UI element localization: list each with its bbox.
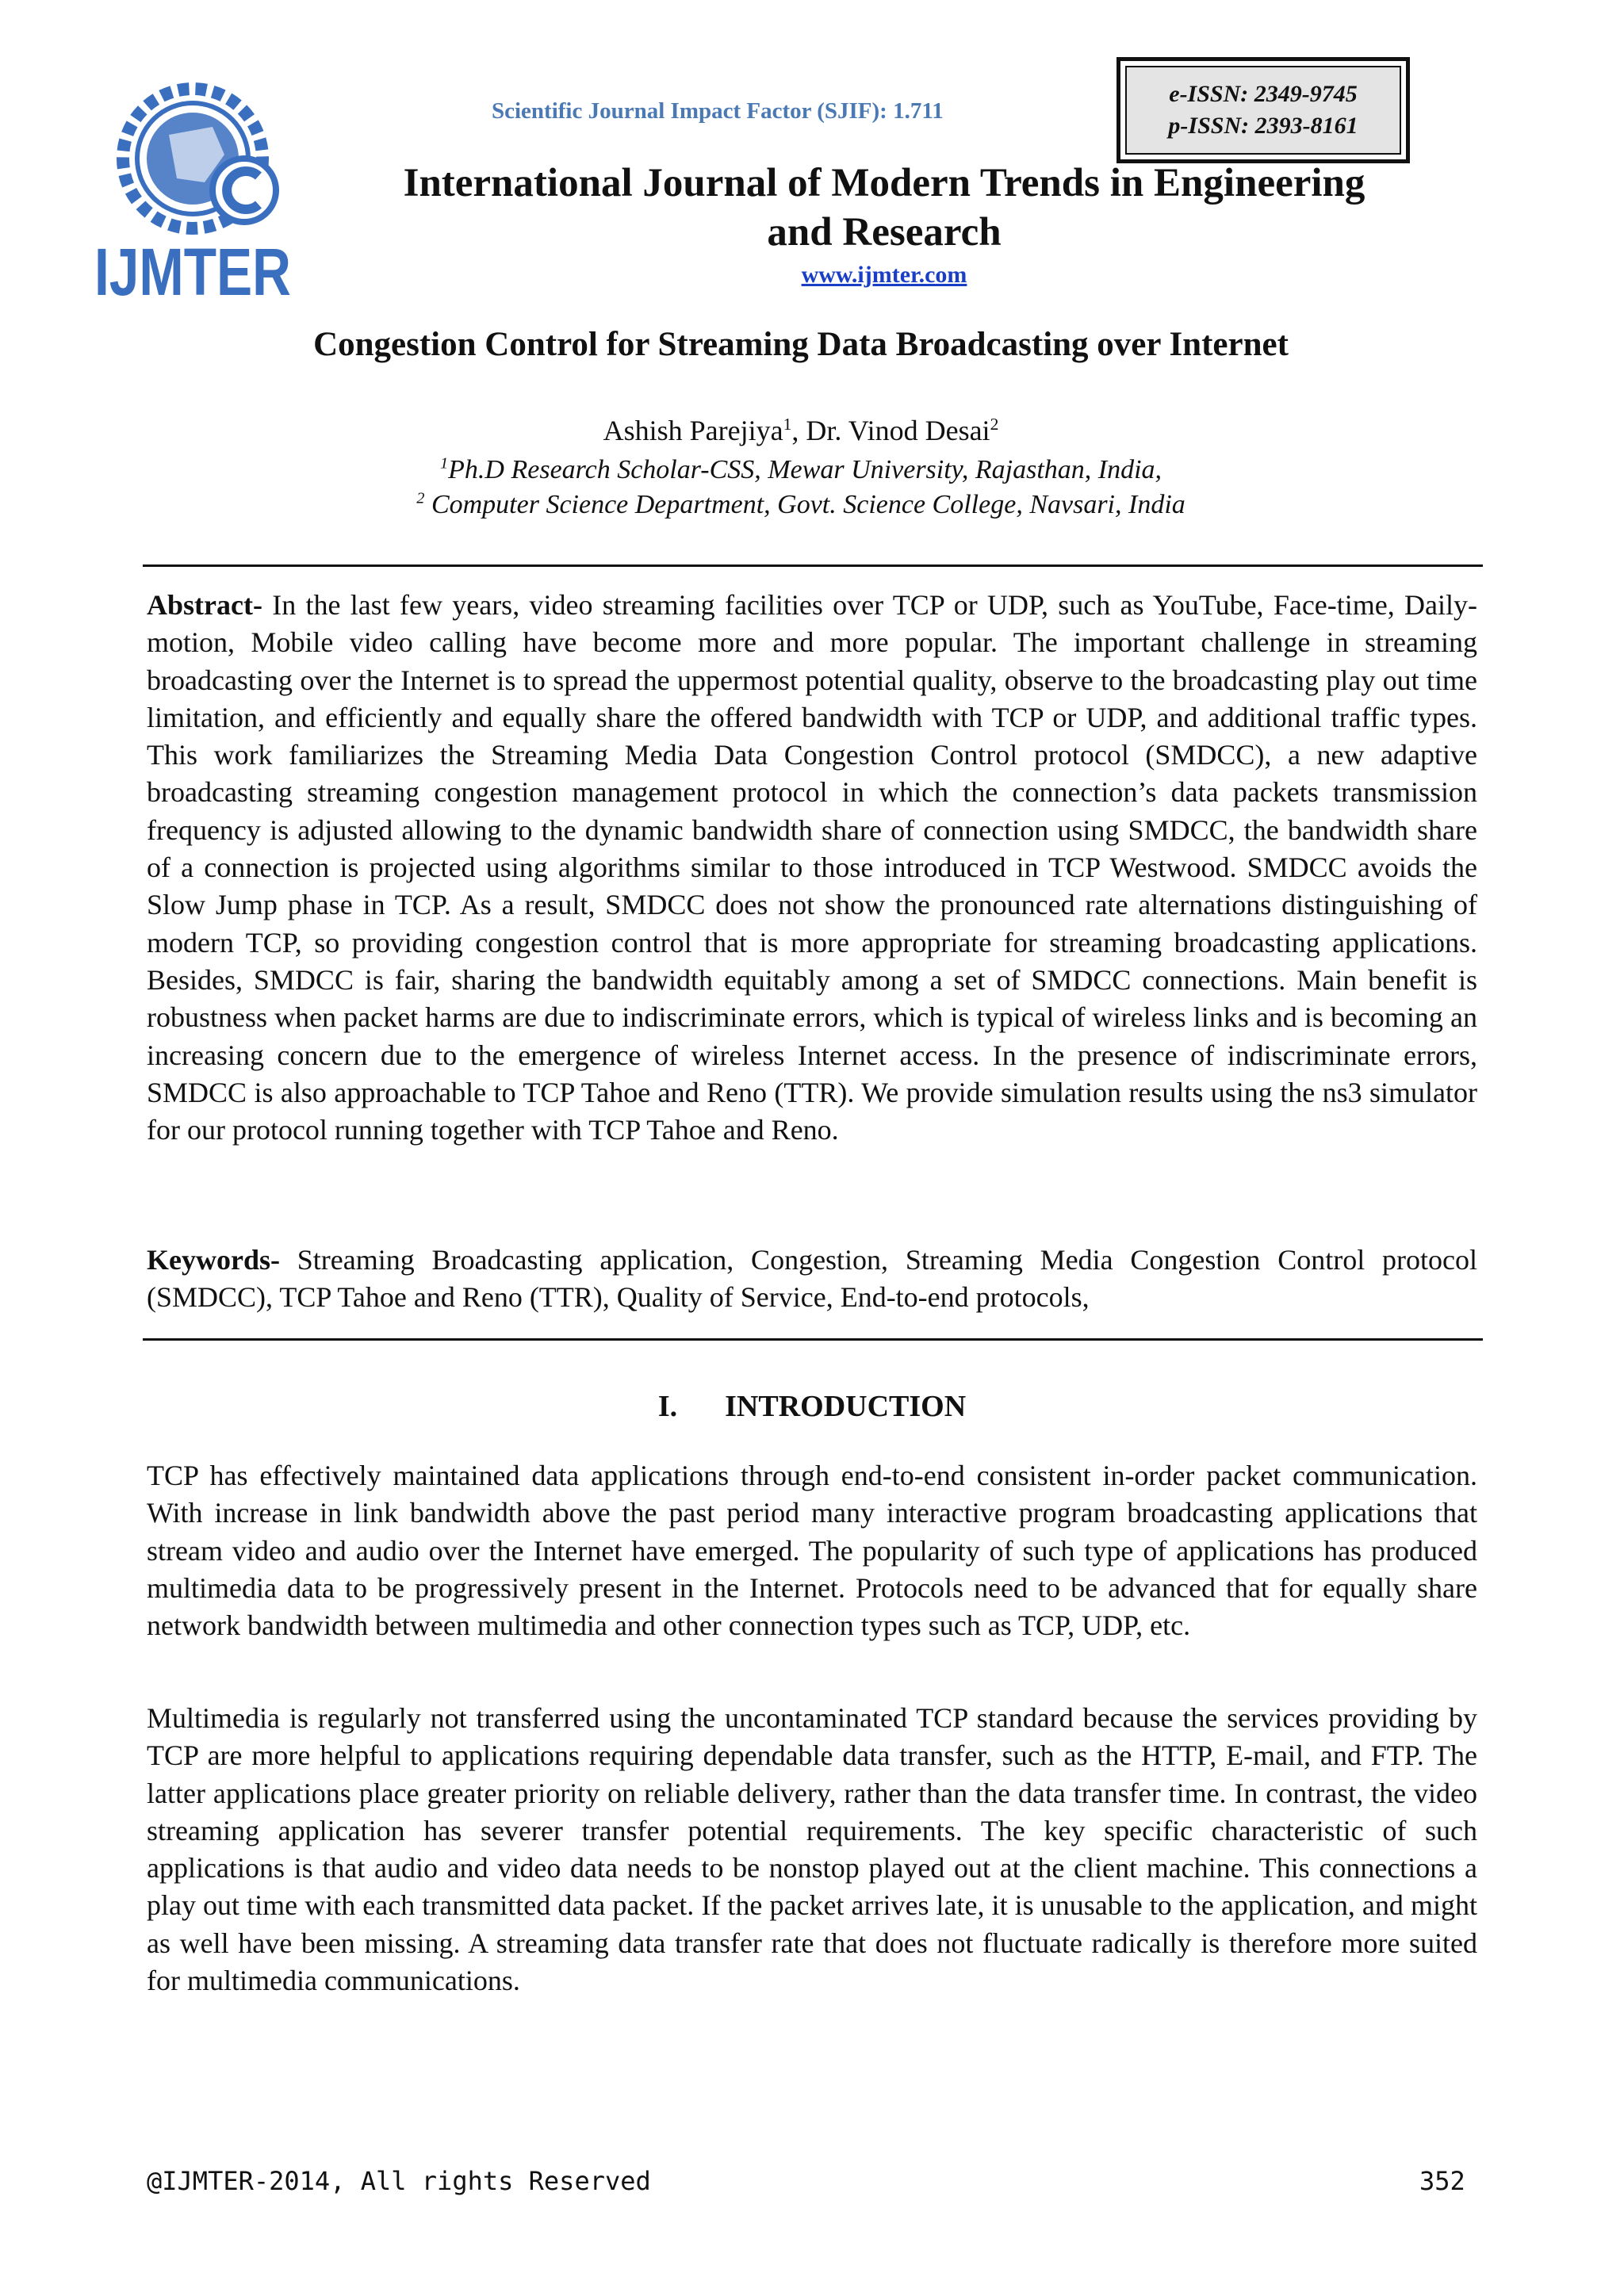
abstract-label: Abstract-: [147, 589, 262, 621]
author-separator: ,: [791, 415, 806, 446]
affiliation-1-text: Ph.D Research Scholar-CSS, Mewar University, Rajasthan, India,: [448, 455, 1162, 484]
authors: [111, 414, 1491, 447]
keywords-text: Streaming Broadcasting application, Congestion, Streaming Media Congestion Control protocol (SMDCC), TCP Tahoe and Reno (TTR), Quality of Service, End-to-end protocols,: [147, 1244, 1477, 1314]
affiliation-2-text: Computer Science Department, Govt. Science College, Navsari, India: [424, 490, 1185, 519]
eissn: e-ISSN: 2349-9745: [1169, 81, 1358, 107]
impact-factor: Scientific Journal Impact Factor (SJIF): 1.711: [492, 98, 944, 124]
paper-title: Congestion Control for Streaming Data Broadcasting over Internet: [313, 326, 1289, 363]
keywords: [147, 1242, 1477, 1317]
journal-logo: [94, 79, 300, 309]
affiliation-2-sup: 2: [416, 489, 425, 507]
journal-name-line2: and Research: [767, 210, 1002, 254]
affiliation-2: [111, 490, 1491, 520]
author-2: Dr. Vinod Desai: [806, 415, 990, 446]
keywords-label: Keywords-: [147, 1244, 280, 1276]
journal-name-line1: International Journal of Modern Trends in Engineering: [403, 161, 1365, 205]
section-title: INTRODUCTION: [725, 1390, 967, 1423]
divider-bottom: [143, 1338, 1483, 1341]
author-2-sup: 2: [990, 415, 999, 434]
section-heading: [147, 1389, 1477, 1424]
pissn: p-ISSN: 2393-8161: [1168, 113, 1358, 139]
logo-wordmark: IJMTER: [94, 235, 291, 309]
divider-top: [143, 564, 1483, 567]
footer-copyright: @IJMTER-2014, All rights Reserved: [147, 2166, 651, 2196]
intro-paragraph-1: TCP has effectively maintained data applications through end-to-end consistent in-order packet communication. With increase in link bandwidth above the past period many interactive program broadcasting applications that stream video and audio over the Internet have emerged. The popularity of such type of applications has produced multimedia data to be progressively present in the Internet. Protocols need to be advanced that for equally share network bandwidth between multimedia and other connection types such as TCP, UDP, etc.: [147, 1460, 1477, 1642]
author-1: Ashish Parejiya: [603, 415, 783, 446]
affiliation-1-sup: 1: [439, 454, 449, 473]
journal-name: [333, 159, 1435, 257]
author-1-sup: 1: [783, 415, 792, 434]
abstract: [147, 587, 1477, 1149]
abstract-text: In the last few years, video streaming facilities over TCP or UDP, such as YouTube, Face-time, Daily-motion, Mobile video calling have become more and more popular. The important challenge in streaming broadcasting over the Internet is to spread the uppermost potential quality, observe to the broadcasting play out time limitation, and efficiently and equally share the offered bandwidth with TCP or UDP, and additional traffic types. This work familiarizes the Streaming Media Data Congestion Control protocol (SMDCC), a new adaptive broadcasting streaming congestion management protocol in which the connection’s data packets transmission frequency is adjusted allowing to the dynamic bandwidth share of connection using SMDCC, the bandwidth share of a connection is projected using algorithms similar to those introduced in TCP Westwood. SMDCC avoids the Slow Jump phase in TCP. As a result, SMDCC does not show the pronounced rate alternations distinguishing of modern TCP, so providing congestion control that is more appropriate for streaming broadcasting applications. Besides, SMDCC is fair, sharing the bandwidth equitably among a set of SMDCC connections. Main benefit is robustness when packet harms are due to indiscriminate errors, which is typical of wireless links and is becoming an increasing concern due to the emergence of wireless Internet access. In the presence of indiscriminate errors, SMDCC is also approachable to TCP Tahoe and Reno (TTR). We provide simulation results using the ns3 simulator for our protocol running together with TCP Tahoe and Reno.: [147, 589, 1477, 1146]
issn-box: [1116, 57, 1410, 163]
affiliation-1: [111, 455, 1491, 485]
section-number: I.: [657, 1390, 678, 1423]
journal-url-link[interactable]: www.ijmter.com: [801, 262, 967, 288]
intro-paragraph-2: Multimedia is regularly not transferred using the uncontaminated TCP standard because the services providing by TCP are more helpful to applications requiring dependable data transfer, such as the HTTP, E-mail, and FTP. The latter applications place greater priority on reliable delivery, rather than the data transfer time. In contrast, the video streaming application has severer transfer potential requirements. The key specific characteristic of such applications is that audio and video data needs to be nonstop played out at the client machine. This connections a play out time with each transmitted data packet. If the packet arrives late, it is unusable to the application, and might as well have been missing. A streaming data transfer rate that does not fluctuate radically is therefore more suited for multimedia communications.: [147, 1702, 1477, 1997]
page-number: 352: [1419, 2166, 1465, 2196]
